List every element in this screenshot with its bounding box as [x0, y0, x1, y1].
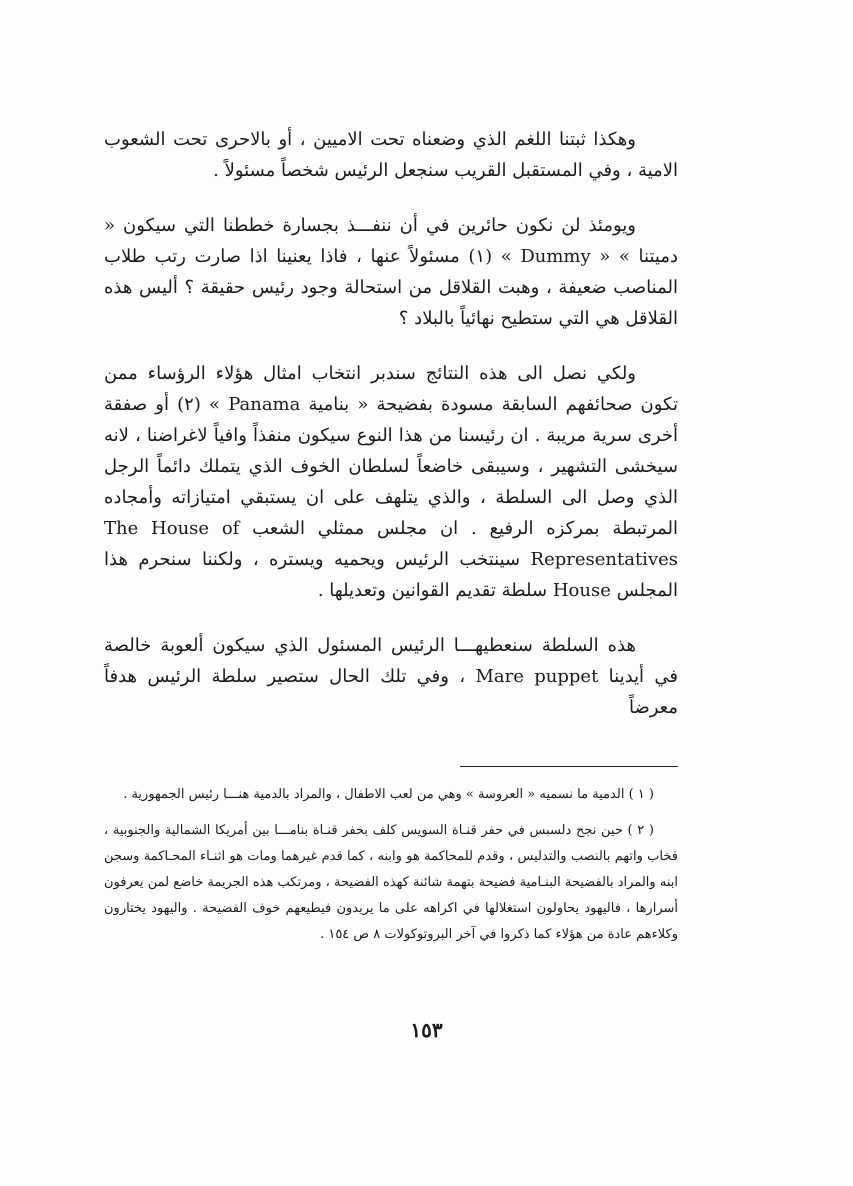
footnote-1: ( ١ ) الدمية ما نسميه « العروسة » وهي من لعب الاطفال ، والمراد بالدمية هنـــا رئيس الجمهورية .	[123, 787, 654, 802]
paragraph-1: وهكذا ثبتنا اللغم الذي وضعناه تحت الاميين ، أو بالاحرى تحت الشعوب الامية ، وفي المستقبل القريب سنجعل الرئيس شخصاً مسئولاً .	[104, 129, 678, 181]
page-number: ١٥٣	[410, 1018, 443, 1042]
footnotes	[104, 782, 678, 948]
footnote-divider	[460, 766, 678, 767]
paragraph-4: هذه السلطة سنعطيهـــا الرئيس المسئول الذي سيكون ألعوبة خالصة في أيدينا Mare puppet ، وفي تلك الحال ستصير سلطة الرئيس هدفاً معرضاً	[104, 635, 679, 718]
paragraph-2: ويومئذ لن نكون حائرين في أن ننفـــذ بجسارة خططنا التي سيكون « دميتنا » « Dummy » (١) مسئولاً عنها ، فاذا يعنينا اذا صارت رتب طلاب المناصب ضعيفة ، وهبت القلاقل من استحالة وجود رئيس حقيقة ؟ أليس هذه القلاقل هي التي ستطيح نهائياً بالبلاد ؟	[104, 215, 678, 329]
main-text	[104, 124, 678, 723]
paragraph-3: ولكي نصل الى هذه النتائج سندبر انتخاب امثال هؤلاء الرؤساء ممن تكون صحائفهم السابقة مسودة بفضيحة « بنامية Panama » (٢) أو صفقة أخرى سرية مريبة . ان رئيسنا من هذا النوع سيكون منفذاً وافياً لاغراضنا ، لانه سيخشى التشهير ، وسيبقى خاضعاً لسلطان الخوف الذي يتملك دائماً الرجل الذي وصل الى السلطة ، والذي يتلهف على ان يستبقي امتيازاته وأمجاده المرتبطة بمركزه الرفيع . ان مجلس ممثلي الشعب The House of Representatives سينتخب الرئيس ويحميه ويستره ، ولكننا سنحرم هذا المجلس House سلطة تقديم القوانين وتعديلها .	[104, 363, 678, 601]
footnote-2: ( ٢ ) حين نجح دلسبس في حفر قنـاة السويس كلف بحفر قنـاة بنامـــا بين أمريكا الشمالية والجنوبية ، فخاب واتهم بالنصب والتدليس ، وقدم للمحاكمة هو وابنه ، كما قدم غيرهما ومات هو اثنـاء المحـاكمة وسجن ابنه والمراد بالفضيحة البنـامية فضيحة بتهمة شائنة كهذه الفضيحة ، ومرتكب هذه الجريمة خاضع لمن يعرفون أسرارها ، فاليهود يحاولون استغلالها في اكراهه على ما يريدون فيطيعهم خوف الفضيحة . واليهود يختارون وكلاءهم عادة من هؤلاء كما ذكروا في آخر البروتوكولات ٨ ص ١٥٤ .	[104, 823, 678, 942]
